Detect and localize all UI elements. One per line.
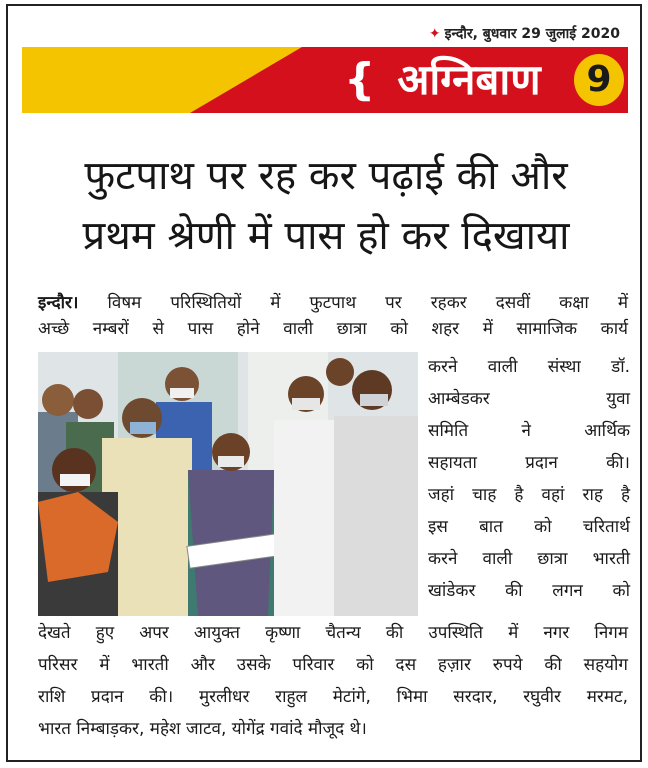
body-line: सहायता प्रदान की। bbox=[428, 453, 630, 473]
star-icon: ✦ bbox=[428, 26, 441, 42]
body-line: जहां चाह है वहां राह है bbox=[428, 485, 630, 505]
newspaper-page bbox=[6, 4, 642, 762]
body-line: करने वाली छात्रा भारती bbox=[428, 549, 630, 569]
masthead-banner bbox=[22, 47, 628, 113]
headline-line-2: प्रथम श्रेणी में पास हो कर दिखाया bbox=[82, 213, 570, 259]
news-photo bbox=[38, 352, 418, 616]
body-line: परिसर में भारती और उसके परिवार को दस हज़ार रुपये की सहयोग bbox=[38, 655, 628, 675]
body-line: राशि प्रदान की। मुरलीधर राहुल मेटांगे, भिमा सरदार, रघुवीर मरमट, bbox=[38, 687, 628, 707]
newspaper-logo: अग्निबाण bbox=[397, 55, 541, 104]
dateline-text: इन्दौर, बुधवार 29 जुलाई 2020 bbox=[444, 26, 620, 42]
body-line: करने वाली संस्था डॉ. bbox=[428, 357, 630, 377]
body-line: इन्दौर। विषम परिस्थितियों में फुटपाथ पर रहकर दसवीं कक्षा में bbox=[38, 293, 628, 313]
body-line: देखते हुए अपर आयुक्त कृष्णा चैतन्य की उपस्थिति में नगर निगम bbox=[38, 623, 628, 643]
body-line: इस बात को चरितार्थ bbox=[428, 517, 630, 537]
body-line: भारत निम्बाड़कर, महेश जाटव, योगेंद्र गवांदे मौजूद थे। bbox=[38, 719, 367, 739]
banner-stripe bbox=[22, 47, 302, 113]
page-number-badge: 9 bbox=[574, 54, 624, 106]
body-line: समिति ने आर्थिक bbox=[428, 421, 630, 441]
body-line: खांडेकर की लगन को bbox=[428, 581, 630, 601]
bracket-icon: { bbox=[344, 54, 376, 105]
body-line: आम्बेडकर युवा bbox=[428, 389, 630, 409]
headline-line-1: फुटपाथ पर रह कर पढ़ाई की और bbox=[84, 153, 568, 199]
body-line: अच्छे नम्बरों से पास होने वाली छात्रा को शहर में सामाजिक कार्य bbox=[38, 319, 628, 339]
dateline bbox=[429, 24, 620, 43]
city-dateline: इन्दौर। bbox=[38, 293, 79, 313]
